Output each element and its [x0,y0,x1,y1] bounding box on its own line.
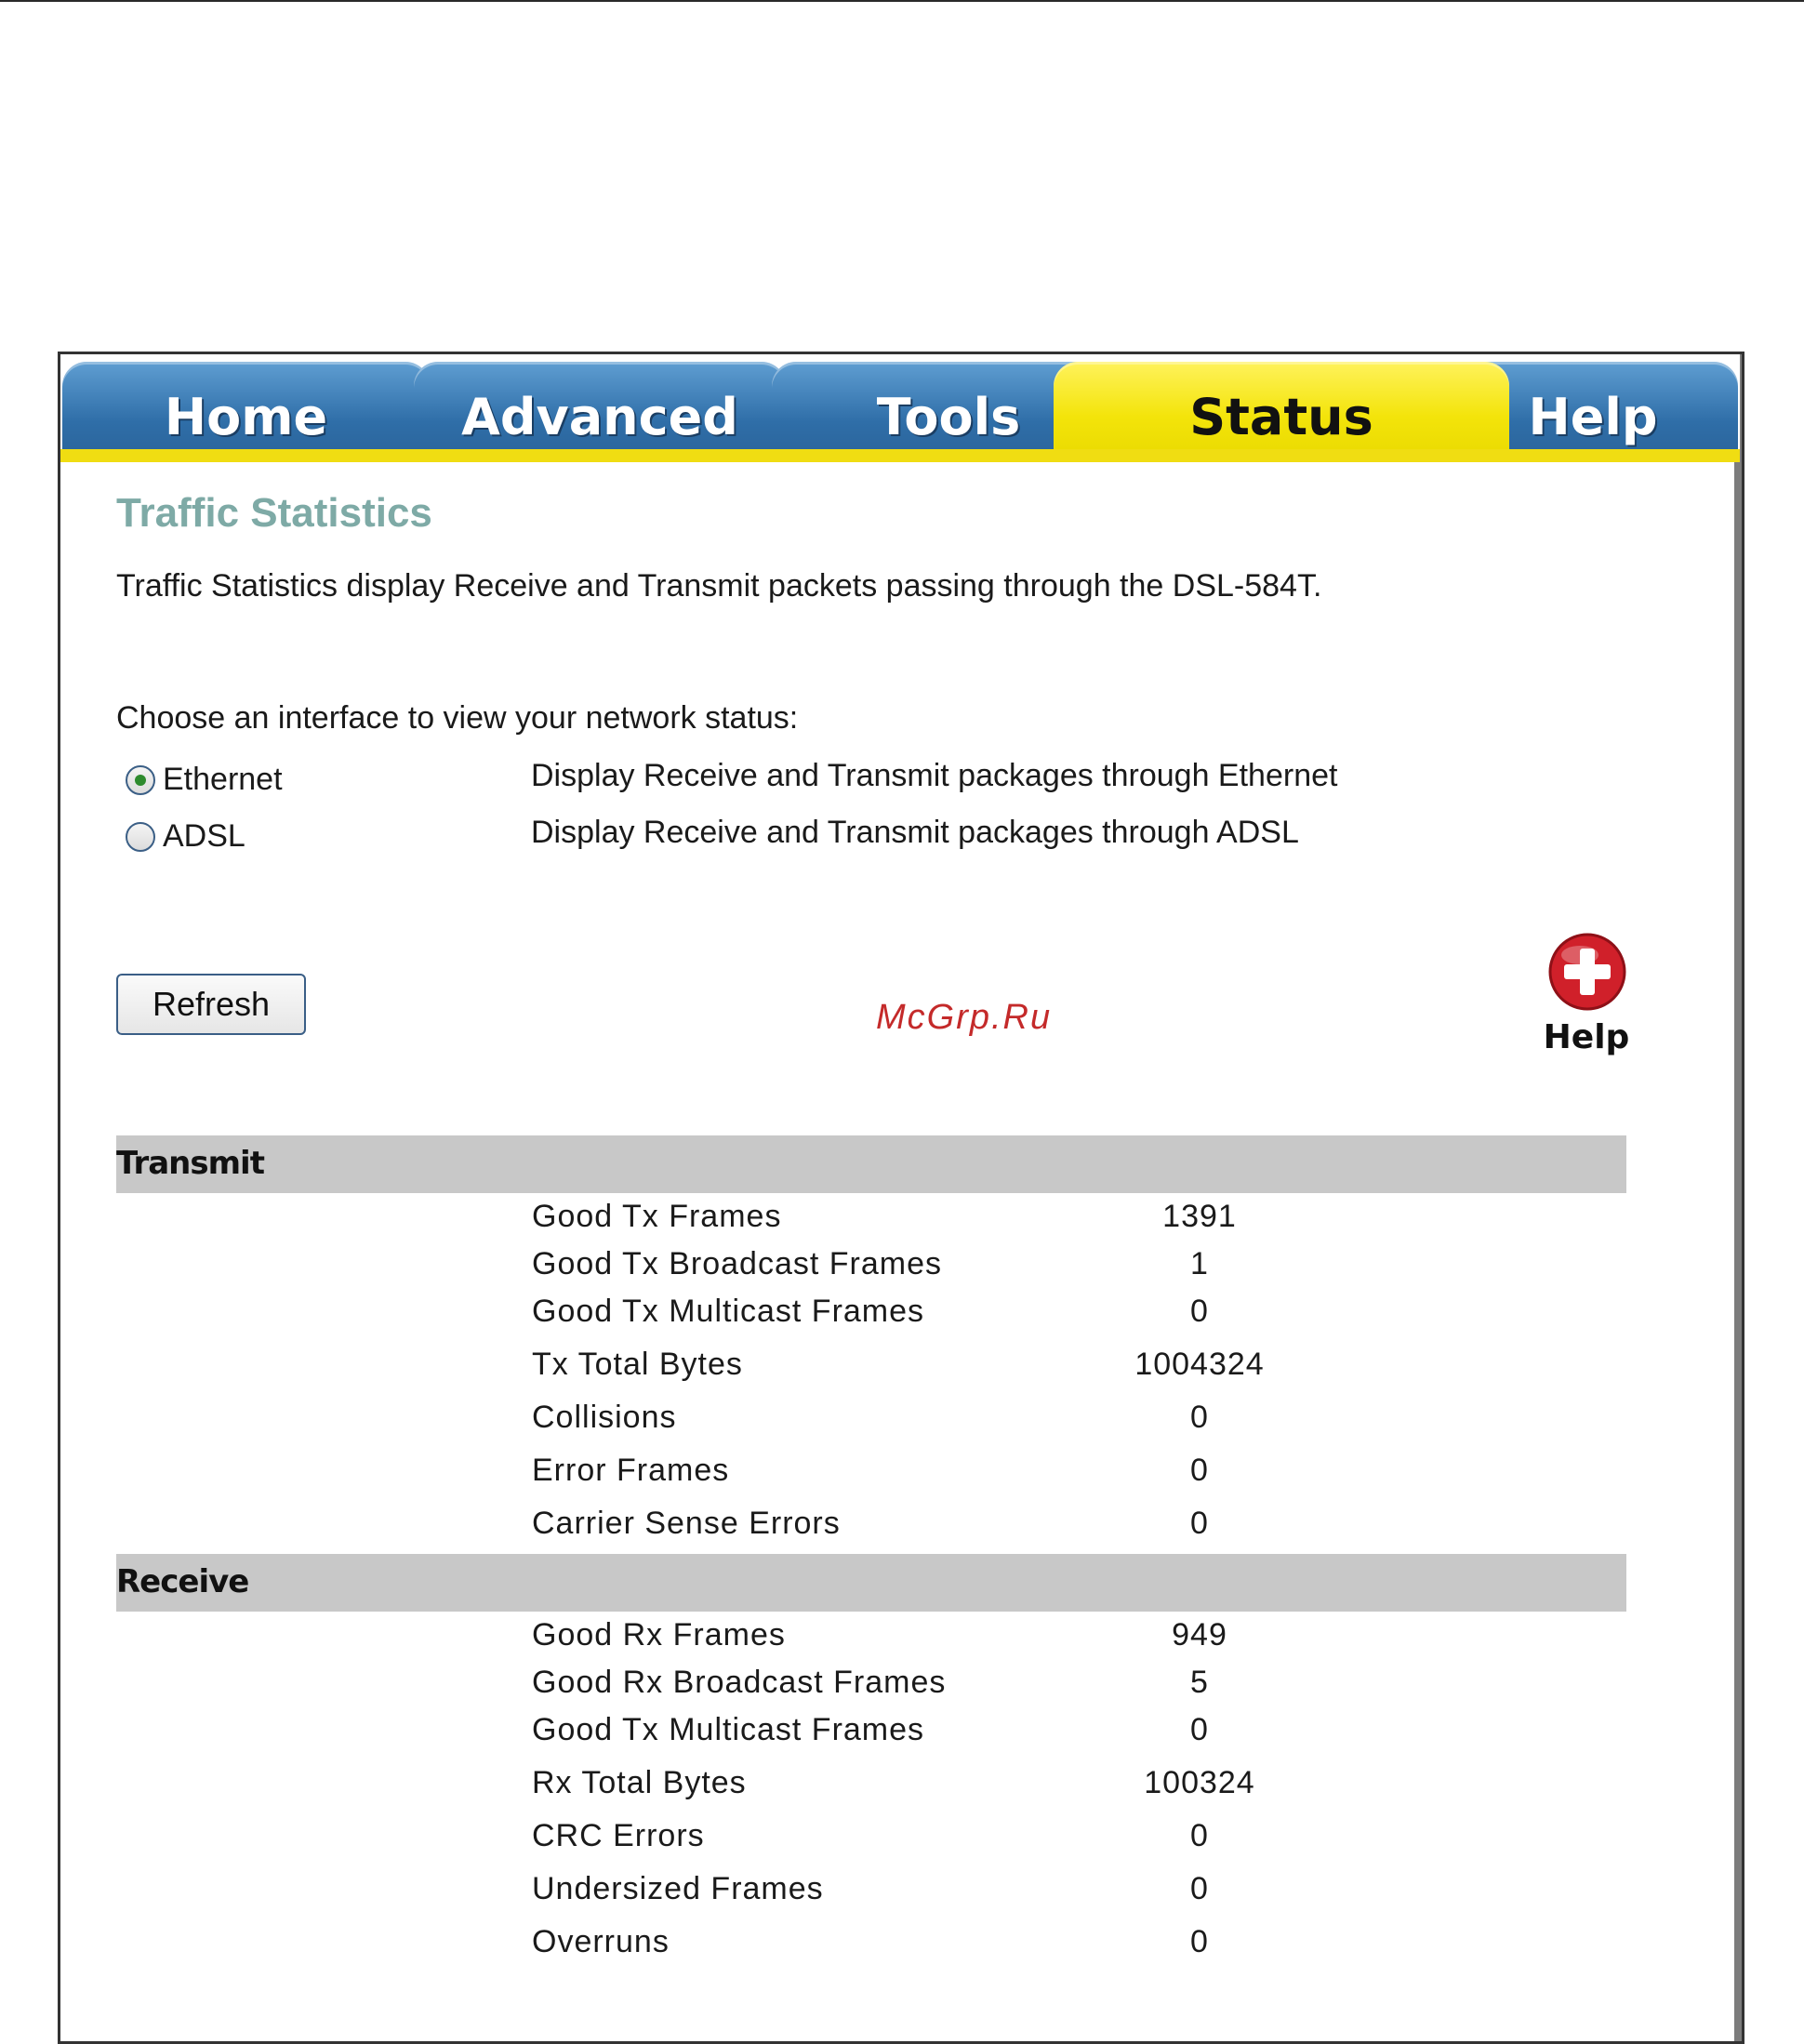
stat-label: Overruns [532,1924,670,1959]
top-rule [0,0,1804,2]
interface-option-ethernet[interactable] [126,760,1613,806]
frame-shadow [1734,354,1742,2041]
adsl-label[interactable]: ADSL [163,818,245,854]
transmit-title: Transmit [116,1145,264,1182]
table-row [116,1712,1626,1760]
stat-value: 5 [1190,1665,1209,1700]
receive-title: Receive [116,1563,249,1600]
help-label[interactable]: Help [1543,1018,1630,1056]
interface-option-adsl[interactable] [126,816,1613,863]
stat-value: 949 [1172,1617,1227,1652]
tab-status[interactable]: Status [1054,362,1509,462]
stat-value: 0 [1190,1294,1209,1329]
stat-value: 0 [1190,1871,1209,1906]
page-description: Traffic Statistics display Receive and Transmit packets passing through the DSL-584T. [116,568,1322,604]
tab-tools[interactable]: Tools [772,362,1125,462]
receive-section-header [116,1554,1626,1612]
tab-underline [60,449,1740,462]
stat-value: 1391 [1162,1199,1237,1234]
help-plus-icon[interactable] [1548,933,1626,1011]
tab-help[interactable]: Help [1448,362,1738,462]
table-row [116,1818,1626,1866]
refresh-button[interactable]: Refresh [116,974,306,1035]
table-row [116,1453,1626,1501]
table-row [116,1924,1626,1972]
interface-prompt: Choose an interface to view your network status: [116,700,799,736]
tab-home[interactable]: Home [62,362,430,462]
stat-label: Good Tx Multicast Frames [532,1294,925,1329]
table-row [116,1294,1626,1342]
stat-value: 1 [1190,1246,1209,1281]
stat-label: Carrier Sense Errors [532,1506,841,1541]
help-button[interactable] [1535,933,1628,1072]
adsl-description: Display Receive and Transmit packages through ADSL [531,815,1299,850]
stat-value: 0 [1190,1712,1209,1747]
stat-value: 0 [1190,1506,1209,1541]
stat-value: 0 [1190,1924,1209,1959]
ethernet-radio[interactable] [126,765,155,795]
stat-label: Collisions [532,1400,677,1435]
table-row [116,1871,1626,1919]
table-row [116,1506,1626,1554]
table-row [116,1617,1626,1666]
table-row [116,1765,1626,1813]
stat-value: 0 [1190,1400,1209,1435]
ethernet-description: Display Receive and Transmit packages through Ethernet [531,758,1338,793]
stat-value: 0 [1190,1818,1209,1853]
tab-advanced[interactable]: Advanced [414,362,786,462]
stat-label: CRC Errors [532,1818,705,1853]
stat-label: Undersized Frames [532,1871,824,1906]
watermark-text: McGrp.Ru [876,998,1053,1037]
stat-label: Error Frames [532,1453,730,1488]
table-row [116,1199,1626,1247]
stat-value: 0 [1190,1453,1209,1488]
stat-label: Rx Total Bytes [532,1765,747,1800]
transmit-section-header [116,1135,1626,1193]
ethernet-label[interactable]: Ethernet [163,762,283,797]
table-row [116,1400,1626,1448]
stat-label: Good Tx Broadcast Frames [532,1246,942,1281]
stat-label: Tx Total Bytes [532,1347,743,1382]
stat-label: Good Tx Frames [532,1199,782,1234]
table-row [116,1246,1626,1294]
main-tab-bar [60,354,1740,462]
page-title: Traffic Statistics [116,490,432,536]
table-row [116,1347,1626,1395]
stat-label: Good Rx Frames [532,1617,786,1652]
stat-label: Good Tx Multicast Frames [532,1712,925,1747]
stat-value: 1004324 [1134,1347,1265,1382]
router-page-frame [58,352,1744,2044]
adsl-radio[interactable] [126,822,155,852]
table-row [116,1665,1626,1713]
stat-label: Good Rx Broadcast Frames [532,1665,947,1700]
stat-value: 100324 [1144,1765,1255,1800]
